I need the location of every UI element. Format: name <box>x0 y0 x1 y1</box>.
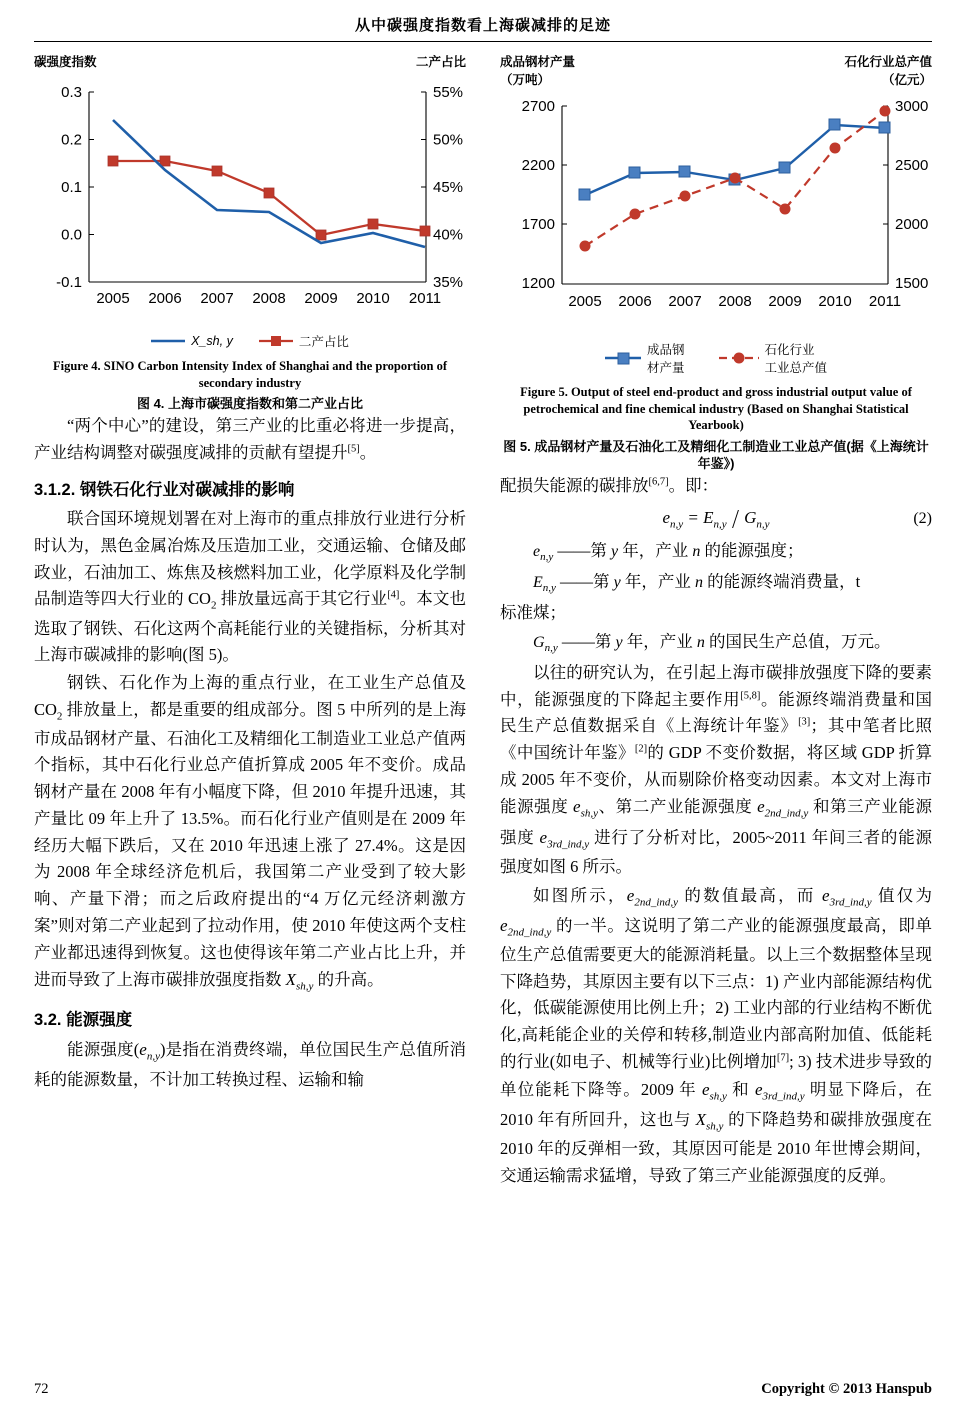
figure-5-left-axis-label: 成品钢材产量 <box>500 55 576 69</box>
svg-text:2010: 2010 <box>818 293 852 310</box>
svg-text:2005: 2005 <box>96 290 130 307</box>
svg-text:1500: 1500 <box>895 275 929 292</box>
svg-text:2009: 2009 <box>768 293 802 310</box>
two-column-layout <box>34 52 932 1190</box>
left-para-4: 能源强度$(e_{n,y})$是指在消费终端，单位国民生产总值所消耗的能源数量，不计加工转换过程、运输和输 <box>34 1040 466 1089</box>
definition-2: $E_{n,y}$ ——第 y 年，产业 n 的能源终端消费量，t <box>533 572 861 595</box>
svg-text:2700: 2700 <box>521 98 555 115</box>
definition-2-cont: 标准煤； <box>500 603 566 623</box>
figure-5-legend-label-1-line1: 石化行业 <box>764 343 815 357</box>
figure-5 <box>500 52 932 473</box>
figure-5-left-axis-unit: （万吨） <box>500 73 551 87</box>
svg-text:0.1: 0.1 <box>61 179 82 196</box>
page-number: 72 <box>34 1381 49 1397</box>
svg-text:40%: 40% <box>433 226 464 244</box>
svg-text:2007: 2007 <box>200 290 234 307</box>
figure-5-chart <box>500 88 932 338</box>
equation-2-number: (2) <box>913 509 932 527</box>
svg-text:0.3: 0.3 <box>61 84 82 101</box>
left-para-2: 联合国环境规划署在对上海市的重点排放行业进行分析时认为，黑色金属冶炼及压造加工业，交通运输、仓储及邮政业，石油加工、炼焦及核燃料加工业，化学原料及化学制品制造等四大行业的 $CO_2$ 排放量远高于其它行业[4]。本文也选取了钢铁、石化这两个高耗能行业的关键指标，分析其对上海市碳减排的影响(图 5)。 <box>34 509 467 665</box>
heading-3-2: 3.2. 能源强度 <box>34 1011 133 1030</box>
definition-1: $e_{n,y}$ ——第 y 年，产业 n 的能源强度； <box>533 541 804 564</box>
figure-4-caption-cn: 图 4. 上海市碳强度指数和第二产业占比 <box>136 396 364 412</box>
figure-5-left-axis-label-group <box>500 52 575 88</box>
blue-square-marker-icon <box>605 351 641 365</box>
figure-4-left-axis-label: 碳强度指数 <box>34 55 97 69</box>
left-para-1: “两个中心”的建设，第三产业的比重必将进一步提高，产业结构调整对碳强度减排的贡献有望提升[5]。 <box>34 415 466 462</box>
svg-text:0.0: 0.0 <box>61 226 82 244</box>
figure-5-legend-label-0-line1: 成品钢 <box>646 343 685 357</box>
svg-text:2006: 2006 <box>148 290 182 307</box>
running-head: 从中碳强度指数看上海碳减排的足迹 <box>354 17 611 34</box>
svg-text:2006: 2006 <box>618 293 652 310</box>
figure-4-caption-en: Figure 4. SINO Carbon Intensity Index of Shanghai and the proportion of secondary industry <box>52 359 448 390</box>
svg-text:2500: 2500 <box>895 157 929 174</box>
equation-2-body: $e_{n,y} = E_{n,y}$ $G_{n,y}$ <box>662 507 770 531</box>
svg-text:-0.1: -0.1 <box>56 274 82 291</box>
figure-5-legend <box>500 340 932 376</box>
svg-text:2011: 2011 <box>408 290 442 307</box>
header-rule <box>34 41 932 42</box>
red-square-marker-icon <box>259 335 293 347</box>
svg-text:2008: 2008 <box>252 290 286 307</box>
svg-text:2009: 2009 <box>304 290 338 307</box>
right-para-3: 如图所示，$e_{2nd\_ind,y}$ 的数值最高，而 $e_{3rd\_ind,y}$ 值仅为 $e_{2nd\_ind,y}$ 的一半。这说明了第二产业的能源强度最高，即单位生产总值需要更大的能源消耗量。以上三个数据整体呈现下降趋势，其原因主要有以下三点：1) 产业内部能源结构优化，低碳能源使用比例上升；2) 工业内部的行业结构不断优化,高耗能企业的关停和转移,制造业内部高附加值、低能耗的行业(如电子、机械等行业)比例增加[7]; 3) 技术进步导致的单位能耗下降等。2009 年 $e_{sh,y}$ 和 $e_{3rd\_ind,y}$ 明显下降后，在 2010 年有所回升，这也与 $X_{sh,y}$ 的下降趋势和碳排放强度在 2010 年的反弹相一致，其原因可能是 2010 年世博会期间，交通运输需求猛增，导致了第三产业能源强度的反弹。 <box>500 885 933 1185</box>
figure-5-legend-label-1-line2: 工业总产值 <box>764 361 828 375</box>
left-para-3: 钢铁、石化作为上海的重点行业，在工业生产总值及 $CO_2$ 排放量上，都是重要的组成部分。图 5 中所列的是上海市成品钢材产量、石油化工及精细化工制造业工业总产值两个指标，其中石化行业总产值折算成 2005 年不变价。成品钢材产量在 2008 年有小幅度下降，但 2010 年提升迅速，其产量比 09 年上升了 13.5%。而石化行业产值则是在 2009 年经历大幅下跌后，又在 2010 年迅速上涨了 27.4%。这是因为 2008 年全球经济危机后，我国第二产业受到了较大影响、产量下滑；而之后政府提出的“4 万亿元经济刺激方案”则对第二产业起到了拉动作用，使 2010 年使这两个支柱产业都迅速得到恢复。这也使得该年第二产业占比上升，并进而导致了上海市碳排放强度指数 $X_{sh,y}$ 的升高。 <box>34 672 466 993</box>
figure-5-legend-label-1 <box>765 340 828 376</box>
figure-5-right-axis-label-group <box>844 52 932 88</box>
svg-text:3000: 3000 <box>895 98 929 115</box>
heading-3-1-2: 3.1.2. 钢铁石化行业对碳减排的影响 <box>34 481 295 500</box>
svg-text:50%: 50% <box>433 131 464 149</box>
figure-5-legend-item-0 <box>605 340 685 376</box>
svg-text:2007: 2007 <box>668 293 702 310</box>
figure-4-chart <box>34 70 466 330</box>
figure-5-caption-cn: 图 5. 成品钢材产量及石油化工及精细化工制造业工业总产值(据《上海统计年鉴》) <box>503 438 929 472</box>
right-para-1: 配损失能源的碳排放[6,7]。即： <box>500 475 719 495</box>
figure-4-legend-item-1 <box>259 332 349 350</box>
svg-text:2200: 2200 <box>521 157 555 174</box>
svg-text:1200: 1200 <box>521 275 555 292</box>
svg-text:2011: 2011 <box>868 293 902 310</box>
svg-text:2008: 2008 <box>718 293 752 310</box>
svg-text:45%: 45% <box>433 179 464 196</box>
figure-4-legend-item-0 <box>151 332 233 350</box>
copyright-notice: Copyright © 2013 Hanspub <box>761 1381 932 1397</box>
svg-text:2005: 2005 <box>568 293 602 310</box>
red-dashed-circle-marker-icon <box>719 351 759 365</box>
figure-5-legend-item-1 <box>719 340 828 376</box>
equation-2 <box>500 508 932 530</box>
definition-3: $G_{n,y}$ ——第 y 年，产业 n 的国民生产总值，万元。 <box>533 631 891 654</box>
figure-4-legend-label-0: X_sh, y <box>191 334 233 348</box>
figure-5-caption-en: Figure 5. Output of steel end-product and gross industrial output value of petrochemical and fine chemical industry (Based on Shanghai Statistical Yearbook) <box>520 385 912 433</box>
figure-4-legend-label-1: 二产占比 <box>298 335 349 349</box>
figure-5-axis-labels <box>500 52 932 88</box>
figure-4-legend <box>34 332 466 350</box>
blue-line-icon <box>151 335 185 347</box>
svg-text:1700: 1700 <box>521 216 555 233</box>
figure-4 <box>34 52 466 413</box>
figure-4-axis-labels <box>34 52 466 70</box>
left-column <box>34 52 466 1094</box>
svg-text:55%: 55% <box>433 84 464 101</box>
figure-5-right-axis-unit: （亿元） <box>881 73 932 87</box>
right-column <box>500 52 932 1190</box>
figure-5-legend-label-0 <box>647 340 685 376</box>
figure-5-right-axis-label: 石化行业总产值 <box>844 55 932 69</box>
svg-text:0.2: 0.2 <box>61 131 82 149</box>
page-footer <box>34 1381 932 1398</box>
right-para-2: 以往的研究认为，在引起上海市碳排放强度下降的要素中，能源强度的下降起主要作用[5,8]。能源终端消费量和国民生产总值数据采自《上海统计年鉴》[3]；其中笔者比照《中国统计年鉴》[2]的 GDP 不变价数据，将区域 GDP 折算成 2005 年不变价，从而剔除价格变动因素。本文对上海市能源强度 $e_{sh,y}$、第二产业能源强度 $e_{2nd\_ind,y}$ 和第三产业能源强度 $e_{3rd\_ind,y}$ 进行了分析对比，2005~2011 年间三者的能源强度如图 6 所示。 <box>500 662 933 876</box>
svg-text:35%: 35% <box>433 274 464 291</box>
figure-5-legend-label-0-line2: 材产量 <box>646 361 685 375</box>
figure-4-right-axis-label: 二产占比 <box>415 55 466 69</box>
svg-text:2010: 2010 <box>356 290 390 307</box>
svg-text:2000: 2000 <box>895 216 929 233</box>
